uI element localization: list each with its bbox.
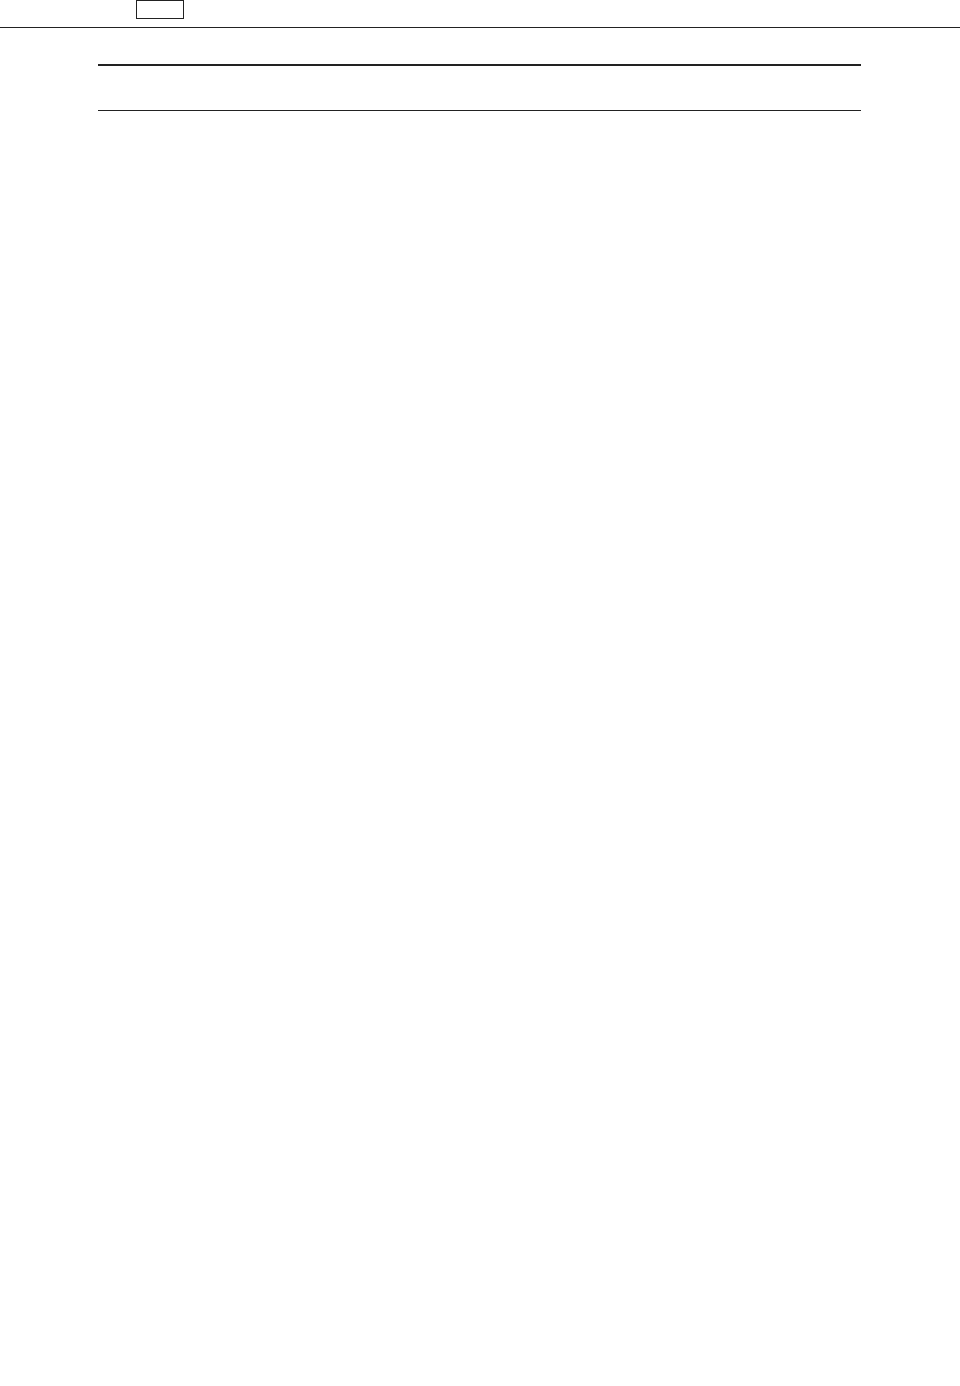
table-header — [98, 64, 861, 111]
header-rule — [0, 27, 960, 28]
page-header — [0, 0, 960, 28]
language-badge — [136, 0, 184, 19]
